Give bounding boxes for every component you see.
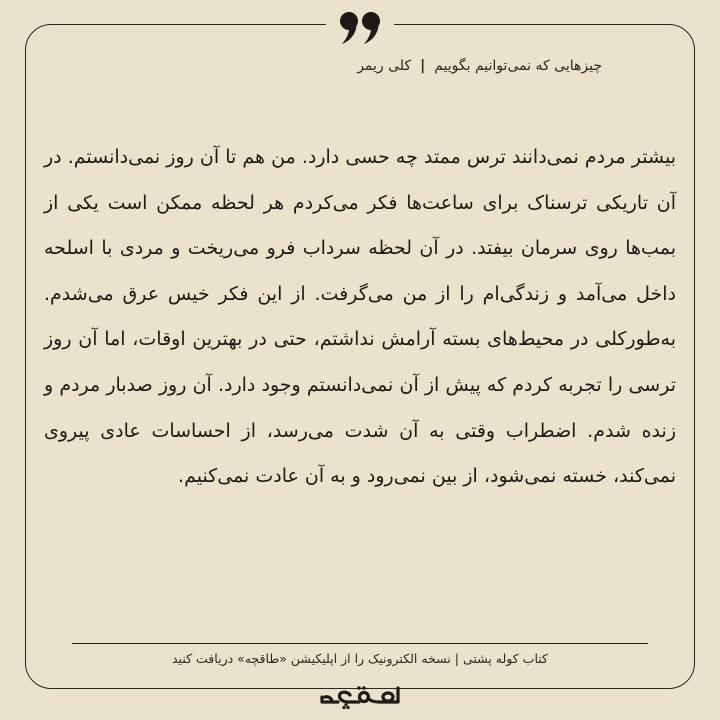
- footer-divider: [72, 643, 648, 644]
- footer-cta: نسخه الکترونیک را از اپلیکیشن «طاقچه» دریافت کنید: [172, 651, 451, 666]
- footer-caption: [72, 651, 648, 666]
- book-header: [357, 58, 602, 74]
- footer-separator: |: [454, 651, 459, 666]
- book-author: کلی ریمر: [357, 58, 412, 74]
- quote-mark-icon: [338, 10, 382, 46]
- quote-text: بیشتر مردم نمی‌دانند ترس ممتد چه حسی دارد. من هم تا آن روز نمی‌دانستم. در آن تاریکی ترسناک برای ساعت‌ها فکر می‌کردم هر لحظه ممکن است یکی از بمب‌ها روی سرمان بیفتد. در آن لحظه سرداب فرو می‌ریخت و مردی با اسلحه داخل می‌آمد و زندگی‌ام را از من می‌گرفت. از این فکر خیس عرق می‌شدم. به‌طورکلی در محیط‌های بسته آرامش نداشتم، حتی در بهترین اوقات، اما آن روز ترسی را تجربه کردم که پیش از آن نمی‌دانستم وجود دارد. آن روز صدبار مردم و زنده شدم. اضطراب وقتی به آن شدت می‌رسد، از احساسات عادی پیروی نمی‌کند، خسته نمی‌شود، از بین نمی‌رود و به آن عادت نمی‌کنیم.: [44, 146, 676, 488]
- book-title: چیزهایی که نمی‌توانیم بگوییم: [434, 58, 602, 74]
- footer-source: کتاب کوله پشتی: [462, 651, 548, 666]
- taaghche-logo-icon: [318, 684, 402, 710]
- header-separator: |: [420, 58, 426, 74]
